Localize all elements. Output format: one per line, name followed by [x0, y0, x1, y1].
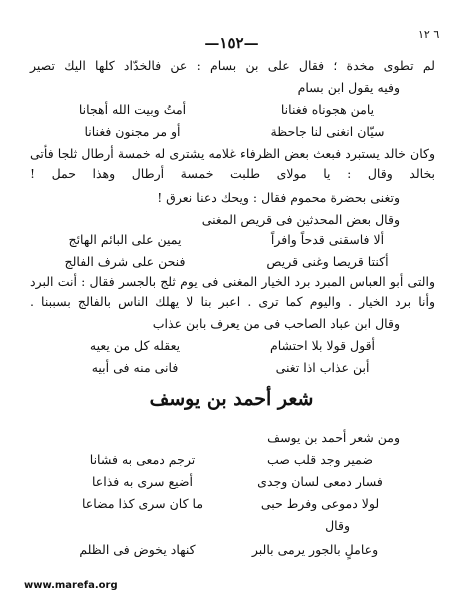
verse-hemistich-right: فسار دمعى لسان وجدى [257, 474, 383, 489]
verse-hemistich-left: يعقله كل من يعيه [89, 338, 181, 353]
margin-mark: ٦ ١٢ [418, 28, 440, 41]
verse-hemistich-left: فانى منه فى أبيه [91, 360, 179, 375]
text-line: وفيه يقول ابن بسام [297, 80, 400, 95]
text-line: وأنا برد الخيار . واليوم كما ترى . اعبر بنا لا يهلك الناس بالفالج بسببنا . [30, 294, 435, 309]
website-footer: www.marefa.org [24, 580, 118, 591]
verse-hemistich-right: سيّان انغنى لنا جاحظة [270, 124, 385, 139]
verse-hemistich-right: ضمير وجد قلب صب [266, 452, 374, 467]
verse-hemistich-left: أضيع سرى به فذاعا [91, 474, 194, 489]
section-heading: شعر أحمد بن يوسف [149, 388, 314, 410]
text-line: وقال [325, 518, 350, 533]
text-line: وقال ابن عباد الصاحب فى من يعرف بابن عذاب [152, 316, 400, 331]
verse-hemistich-right: يامن هجوناه فغنانا [280, 102, 375, 117]
verse-hemistich-right: وعاملٍ بالجور يرمى بالبر [251, 542, 379, 557]
text-line: وكان خالد يستبرد فبعث بعض الظرفاء غلامه يشترى له خمسة أرطال ثلجا فأتى [30, 146, 435, 161]
verse-hemistich-left: أو مر مجنون فغنانا [84, 124, 181, 139]
verse-hemistich-right: أبن عذاب اذا تغنى [275, 360, 370, 375]
text-line: لم تطوى مخدة ؛ فقال على بن بسام : عن فالخدّاد كلها اليك تصير [30, 58, 435, 73]
verse-hemistich-right: لولا دموعى وفرط حبى [260, 496, 380, 511]
verse-hemistich-left: يمين على البائم الهائج [68, 232, 182, 247]
verse-hemistich-left: كنهاد يخوض فى الظلم [79, 542, 196, 557]
verse-hemistich-left: فنحن على شرف الفالج [64, 254, 186, 269]
verse-hemistich-left: ترجم دمعى به فشانا [89, 452, 196, 467]
text-line: بخالد وقال : يا مولاى طلبت خمسة أرطال وهذا حمل ! [30, 166, 435, 181]
verse-hemistich-left: أمتُ وبيت الله أهجانا [78, 102, 187, 117]
text-line: ومن شعر أحمد بن يوسف [267, 430, 400, 445]
verse-hemistich-right: ألا فاسقنى قدحاً وافراً [270, 232, 385, 247]
verse-hemistich-left: ما كان سرى كذا مضاعا [81, 496, 204, 511]
text-line: وتغنى بحضرة محموم فقال : ويحك دعنا نعرق ! [157, 190, 400, 205]
verse-hemistich-right: أقول قولا بلا احتشام [269, 338, 376, 353]
page-number: —١٥٢— [204, 34, 259, 52]
text-line: وقال بعض المحدثين فى قريص المغنى [201, 212, 400, 227]
verse-hemistich-right: أكنتا قريصا وغنى قريص [266, 254, 389, 269]
text-line: والتى أبو العباس المبرد برد الخيار المغنى فى يوم ثلج بالجسر فقال : أنت البرد [30, 274, 435, 289]
